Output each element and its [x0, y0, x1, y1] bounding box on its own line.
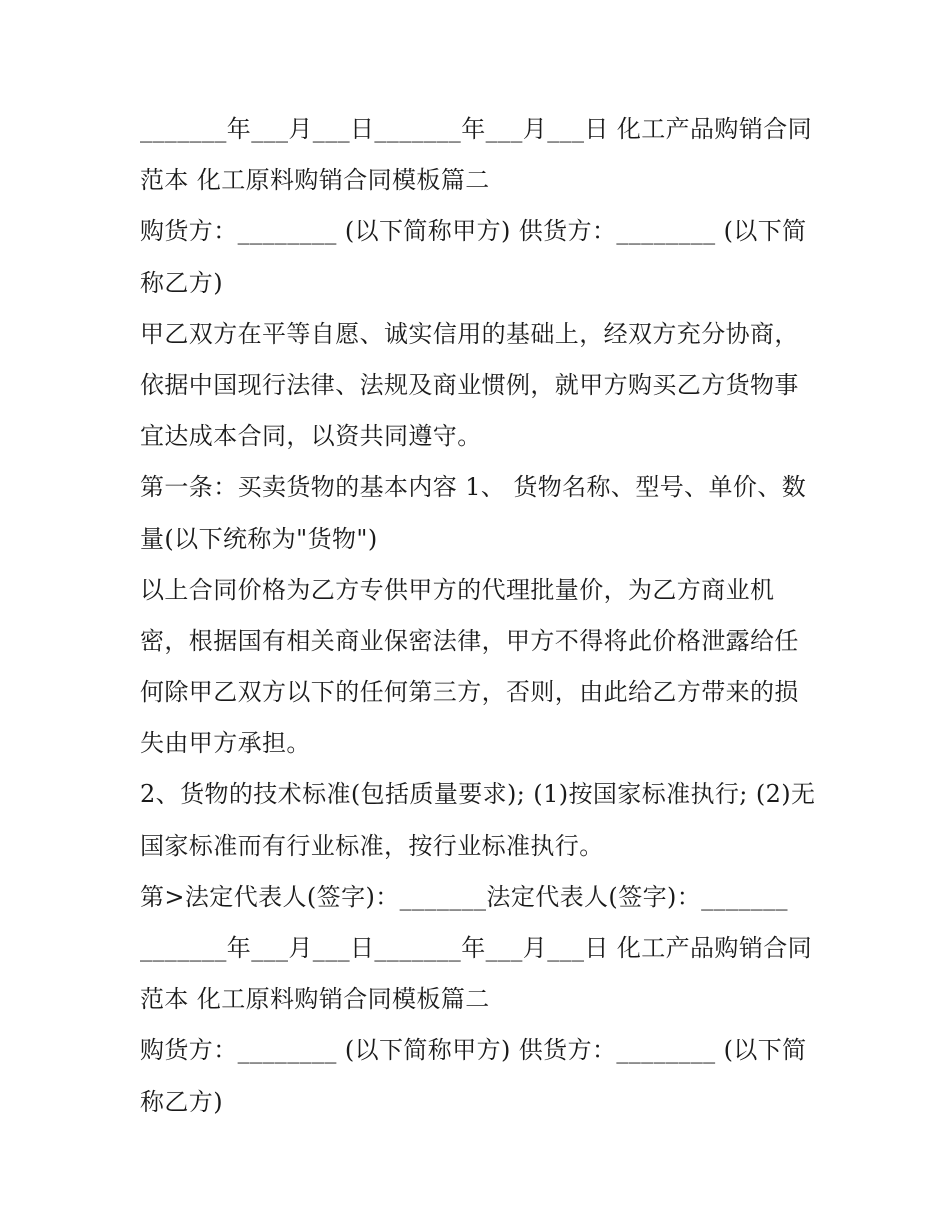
text-line: 称乙方) [140, 268, 223, 297]
text-line: 失由甲方承担。 [140, 729, 311, 758]
text-line: 宜达成本合同，以资共同遵守。 [140, 422, 482, 451]
text-line: 购货方：________ (以下简称甲方) 供货方：________ (以下简 [140, 1036, 807, 1065]
text-line: 何除甲乙双方以下的任何第三方，否则，由此给乙方带来的损 [140, 678, 799, 707]
text-line: 国家标准而有行业标准，按行业标准执行。 [140, 831, 604, 860]
text-line: 第一条：买卖货物的基本内容 1、 货物名称、型号、单价、数 [140, 473, 807, 502]
text-line: 依据中国现行法律、法规及商业惯例，就甲方购买乙方货物事 [140, 370, 799, 399]
text-line: 购货方：________ (以下简称甲方) 供货方：________ (以下简 [140, 217, 807, 246]
text-line: 以上合同价格为乙方专供甲方的代理批量价，为乙方商业机 [140, 575, 775, 604]
text-line: 范本 化工原料购销合同模板篇二 [140, 166, 490, 195]
text-line: _______年___月___日_______年___月___日 化工产品购销合同 [140, 115, 813, 143]
text-line: 量(以下统称为"货物") [140, 524, 378, 553]
text-line: 第>法定代表人(签字)：_______法定代表人(签字)：_______ [140, 882, 788, 911]
text-line: 密，根据国有相关商业保密法律，甲方不得将此价格泄露给任 [140, 626, 799, 655]
text-line: 范本 化工原料购销合同模板篇二 [140, 985, 490, 1014]
document-body [140, 104, 820, 1128]
text-line: 甲乙双方在平等自愿、诚实信用的基础上，经双方充分协商， [140, 319, 799, 348]
text-line: 称乙方) [140, 1087, 223, 1116]
text-line: 2、货物的技术标准(包括质量要求); (1)按国家标准执行; (2)无 [140, 780, 816, 809]
text-line: _______年___月___日_______年___月___日 化工产品购销合同 [140, 934, 813, 962]
